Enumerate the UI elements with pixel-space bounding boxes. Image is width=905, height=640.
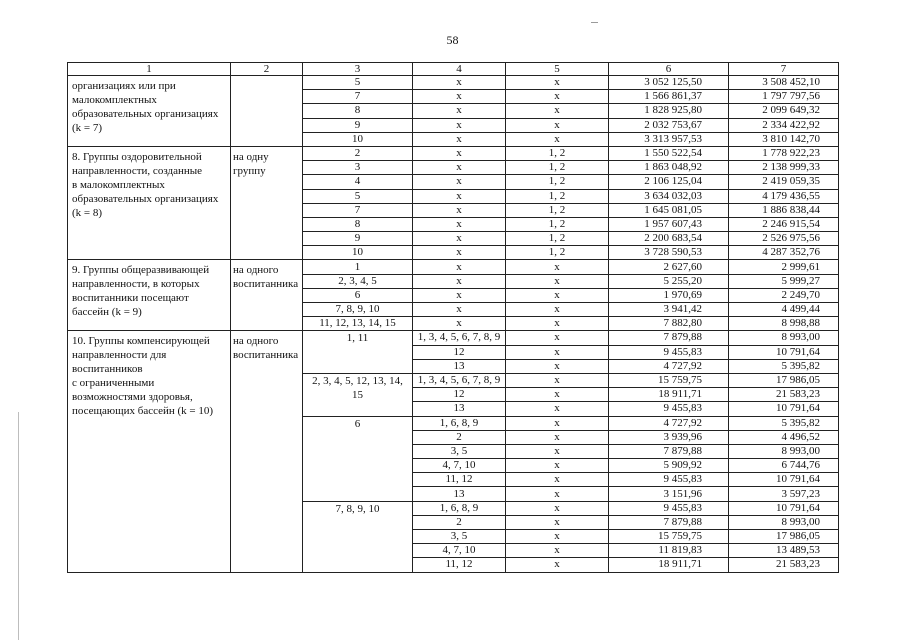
col4-cell: х (413, 232, 506, 246)
col4-cell: 11, 12 (413, 558, 506, 572)
col3-cell: 10 (303, 246, 413, 260)
col5-cell: х (506, 90, 609, 104)
col5-cell: х (506, 501, 609, 515)
col4-cell: 1, 3, 4, 5, 6, 7, 8, 9 (413, 373, 506, 387)
unit-cell (231, 260, 303, 331)
col6-value-cell: 5 255,20 (609, 274, 729, 288)
col4-cell: 11, 12 (413, 473, 506, 487)
col3-cell (303, 373, 413, 416)
col7-value-cell: 8 993,00 (729, 444, 839, 458)
col3-line: 6 (354, 417, 361, 430)
col7-value-cell: 2 419 059,35 (729, 175, 839, 189)
col3-cell: 3 (303, 161, 413, 175)
col5-cell: х (506, 388, 609, 402)
col5-cell: х (506, 444, 609, 458)
group-title-line: бассейн (k = 9) (72, 306, 142, 319)
scan-edge-line (18, 412, 19, 640)
col3-cell: 9 (303, 118, 413, 132)
col3-cell (303, 501, 413, 572)
group-title-cell (68, 76, 231, 147)
header-row (68, 63, 839, 76)
col7-value-cell: 6 744,76 (729, 459, 839, 473)
col3-line: 2, 3, 4, 5, 12, 13, 14, (312, 374, 403, 387)
col6-value-cell: 5 909,92 (609, 459, 729, 473)
group-title-line: 9. Группы общеразвивающей (72, 264, 210, 277)
col3-line: 1, 11 (346, 332, 369, 345)
table-row (68, 331, 839, 345)
col5-cell: х (506, 260, 609, 274)
col6-value-cell: 3 941,42 (609, 303, 729, 317)
col6-value-cell: 15 759,75 (609, 373, 729, 387)
col3-cell: 5 (303, 189, 413, 203)
col4-cell: 4, 7, 10 (413, 459, 506, 473)
header-cell: 4 (413, 63, 506, 76)
col4-cell: 2 (413, 430, 506, 444)
col6-value-cell: 7 879,88 (609, 515, 729, 529)
col6-value-cell: 3 939,96 (609, 430, 729, 444)
col6-value-cell: 4 727,92 (609, 359, 729, 373)
col7-value-cell: 2 138 999,33 (729, 161, 839, 175)
header-cell: 2 (231, 63, 303, 76)
col6-value-cell: 3 313 957,53 (609, 132, 729, 146)
col6-value-cell: 7 882,80 (609, 317, 729, 331)
col4-cell: 13 (413, 359, 506, 373)
col5-cell: х (506, 544, 609, 558)
group-title-line: в малокомплектных (72, 178, 165, 191)
col4-cell: х (413, 303, 506, 317)
col4-cell: х (413, 161, 506, 175)
unit-line: на одну (233, 150, 269, 163)
col4-cell: 2 (413, 515, 506, 529)
col5-cell: х (506, 459, 609, 473)
col4-cell: х (413, 189, 506, 203)
col4-cell: 4, 7, 10 (413, 544, 506, 558)
col6-value-cell: 3 151,96 (609, 487, 729, 501)
col3-cell: 8 (303, 217, 413, 231)
col3-line: 15 (352, 388, 363, 401)
col7-value-cell: 4 179 436,55 (729, 189, 839, 203)
col7-value-cell: 8 993,00 (729, 515, 839, 529)
col6-value-cell: 1 863 048,92 (609, 161, 729, 175)
col3-cell: 6 (303, 288, 413, 302)
col5-cell: х (506, 530, 609, 544)
group-title-line: 8. Группы оздоровительной (72, 150, 202, 163)
col7-value-cell: 10 791,64 (729, 402, 839, 416)
header-cell: 7 (729, 63, 839, 76)
col7-value-cell: 2 249,70 (729, 288, 839, 302)
col3-cell: 7, 8, 9, 10 (303, 303, 413, 317)
col3-cell: 2 (303, 146, 413, 160)
col5-cell: х (506, 473, 609, 487)
col4-cell: х (413, 217, 506, 231)
col7-value-cell: 17 986,05 (729, 373, 839, 387)
unit-line: на одного (233, 264, 279, 277)
group-title-line: 10. Группы компенсирующей (72, 335, 210, 348)
col6-value-cell: 1 550 522,54 (609, 146, 729, 160)
col7-value-cell: 3 810 142,70 (729, 132, 839, 146)
group-title-line: организациях или при (72, 80, 176, 92)
col5-cell: х (506, 359, 609, 373)
col6-value-cell: 9 455,83 (609, 473, 729, 487)
table-row (68, 260, 839, 274)
col5-cell: х (506, 303, 609, 317)
col4-cell: х (413, 203, 506, 217)
group-title-line: малокомплектных (72, 94, 157, 106)
group-title-line: с ограниченными (72, 377, 155, 390)
col4-cell: х (413, 76, 506, 90)
col5-cell: х (506, 515, 609, 529)
col6-value-cell: 9 455,83 (609, 345, 729, 359)
col6-value-cell: 4 727,92 (609, 416, 729, 430)
unit-cell (231, 146, 303, 260)
scan-mark (591, 22, 598, 23)
col7-value-cell: 1 797 797,56 (729, 90, 839, 104)
col6-value-cell: 1 566 861,37 (609, 90, 729, 104)
group-title-line: направленности для (72, 349, 167, 362)
col4-cell: 12 (413, 345, 506, 359)
col6-value-cell: 3 728 590,53 (609, 246, 729, 260)
col7-value-cell: 8 993,00 (729, 331, 839, 345)
col4-cell: 13 (413, 402, 506, 416)
col5-cell: х (506, 416, 609, 430)
col6-value-cell: 1 828 925,80 (609, 104, 729, 118)
col7-value-cell: 3 508 452,10 (729, 76, 839, 90)
col7-value-cell: 10 791,64 (729, 473, 839, 487)
header-cell: 6 (609, 63, 729, 76)
col7-value-cell: 21 583,23 (729, 558, 839, 572)
group-title-cell (68, 260, 231, 331)
col5-cell: х (506, 76, 609, 90)
col6-value-cell: 7 879,88 (609, 331, 729, 345)
col5-cell: х (506, 373, 609, 387)
col3-cell (303, 331, 413, 374)
col7-value-cell: 1 886 838,44 (729, 203, 839, 217)
col6-value-cell: 11 819,83 (609, 544, 729, 558)
col4-cell: х (413, 146, 506, 160)
unit-cell (231, 331, 303, 572)
col3-cell: 2, 3, 4, 5 (303, 274, 413, 288)
col4-cell: х (413, 175, 506, 189)
group-title-line: воспитанников (72, 363, 143, 376)
col6-value-cell: 18 911,71 (609, 388, 729, 402)
col5-cell: 1, 2 (506, 232, 609, 246)
page-number: 58 (446, 33, 459, 47)
col4-cell: х (413, 132, 506, 146)
col6-value-cell: 15 759,75 (609, 530, 729, 544)
col6-value-cell: 9 455,83 (609, 501, 729, 515)
table-row (68, 146, 839, 160)
col6-value-cell: 1 957 607,43 (609, 217, 729, 231)
col5-cell: 1, 2 (506, 189, 609, 203)
group-title-line: воспитанники посещают (72, 292, 189, 305)
tariff-table (67, 62, 839, 573)
col7-value-cell: 17 986,05 (729, 530, 839, 544)
col7-value-cell: 10 791,64 (729, 501, 839, 515)
col6-value-cell: 2 106 125,04 (609, 175, 729, 189)
col5-cell: 1, 2 (506, 246, 609, 260)
col7-value-cell: 1 778 922,23 (729, 146, 839, 160)
col7-value-cell: 4 287 352,76 (729, 246, 839, 260)
col4-cell: 3, 5 (413, 444, 506, 458)
group-title-line: образовательных организациях (72, 108, 219, 120)
col6-value-cell: 1 970,69 (609, 288, 729, 302)
col4-cell: 1, 6, 8, 9 (413, 416, 506, 430)
col4-cell: х (413, 90, 506, 104)
group-title-line: направленности, созданные (72, 164, 202, 177)
col4-cell: х (413, 246, 506, 260)
col7-value-cell: 3 597,23 (729, 487, 839, 501)
col3-cell: 8 (303, 104, 413, 118)
col6-value-cell: 1 645 081,05 (609, 203, 729, 217)
col5-cell: х (506, 487, 609, 501)
col6-value-cell: 3 634 032,03 (609, 189, 729, 203)
table-body (68, 76, 839, 573)
col3-cell: 4 (303, 175, 413, 189)
col4-cell: х (413, 274, 506, 288)
header-cell: 5 (506, 63, 609, 76)
col3-cell: 10 (303, 132, 413, 146)
col6-value-cell: 7 879,88 (609, 444, 729, 458)
col4-cell: х (413, 118, 506, 132)
col3-cell: 5 (303, 76, 413, 90)
col4-cell: 1, 6, 8, 9 (413, 501, 506, 515)
col4-cell: 1, 3, 4, 5, 6, 7, 8, 9 (413, 331, 506, 345)
col5-cell: 1, 2 (506, 146, 609, 160)
group-title-line: посещающих бассейн (k = 10) (72, 405, 214, 418)
col7-value-cell: 13 489,53 (729, 544, 839, 558)
col5-cell: х (506, 288, 609, 302)
col5-cell: х (506, 331, 609, 345)
col4-cell: х (413, 260, 506, 274)
unit-line: воспитанника (233, 349, 299, 362)
col7-value-cell: 10 791,64 (729, 345, 839, 359)
col4-cell: х (413, 288, 506, 302)
col7-value-cell: 5 395,82 (729, 416, 839, 430)
col6-value-cell: 9 455,83 (609, 402, 729, 416)
col6-value-cell: 18 911,71 (609, 558, 729, 572)
col3-cell (303, 416, 413, 501)
col6-value-cell: 2 032 753,67 (609, 118, 729, 132)
header-cell: 1 (68, 63, 231, 76)
col7-value-cell: 2 246 915,54 (729, 217, 839, 231)
col5-cell: х (506, 317, 609, 331)
col5-cell: 1, 2 (506, 161, 609, 175)
col7-value-cell: 2 334 422,92 (729, 118, 839, 132)
col5-cell: х (506, 558, 609, 572)
col7-value-cell: 2 999,61 (729, 260, 839, 274)
group-title-line: образовательных организациях (72, 192, 219, 205)
col4-cell: 3, 5 (413, 530, 506, 544)
col5-cell: х (506, 274, 609, 288)
table-row (68, 76, 839, 90)
col7-value-cell: 5 395,82 (729, 359, 839, 373)
unit-line: группу (233, 164, 266, 177)
col5-cell: 1, 2 (506, 175, 609, 189)
col5-cell: 1, 2 (506, 217, 609, 231)
col5-cell: х (506, 104, 609, 118)
col7-value-cell: 4 496,52 (729, 430, 839, 444)
col7-value-cell: 2 099 649,32 (729, 104, 839, 118)
col4-cell: 12 (413, 388, 506, 402)
col3-cell: 9 (303, 232, 413, 246)
group-title-cell (68, 331, 231, 572)
col3-cell: 7 (303, 90, 413, 104)
col6-value-cell: 2 627,60 (609, 260, 729, 274)
col5-cell: 1, 2 (506, 203, 609, 217)
col7-value-cell: 4 499,44 (729, 303, 839, 317)
col4-cell: 13 (413, 487, 506, 501)
group-title-line: (k = 7) (72, 122, 103, 134)
col7-value-cell: 21 583,23 (729, 388, 839, 402)
group-title-cell (68, 146, 231, 260)
group-title-line: возможностями здоровья, (72, 391, 193, 404)
header-cell: 3 (303, 63, 413, 76)
col5-cell: х (506, 402, 609, 416)
col3-line: 7, 8, 9, 10 (335, 502, 380, 515)
group-title-line: направленности, в которых (72, 278, 200, 291)
unit-cell (231, 76, 303, 147)
col5-cell: х (506, 430, 609, 444)
col7-value-cell: 5 999,27 (729, 274, 839, 288)
col6-value-cell: 3 052 125,50 (609, 76, 729, 90)
unit-line: воспитанника (233, 278, 299, 291)
group-title-line: (k = 8) (72, 206, 103, 219)
col7-value-cell: 2 526 975,56 (729, 232, 839, 246)
col3-cell: 1 (303, 260, 413, 274)
col4-cell: х (413, 317, 506, 331)
col7-value-cell: 8 998,88 (729, 317, 839, 331)
col5-cell: х (506, 132, 609, 146)
col3-cell: 7 (303, 203, 413, 217)
col3-cell: 11, 12, 13, 14, 15 (303, 317, 413, 331)
col4-cell: х (413, 104, 506, 118)
col5-cell: х (506, 345, 609, 359)
col6-value-cell: 2 200 683,54 (609, 232, 729, 246)
col5-cell: х (506, 118, 609, 132)
unit-line: на одного (233, 335, 279, 348)
